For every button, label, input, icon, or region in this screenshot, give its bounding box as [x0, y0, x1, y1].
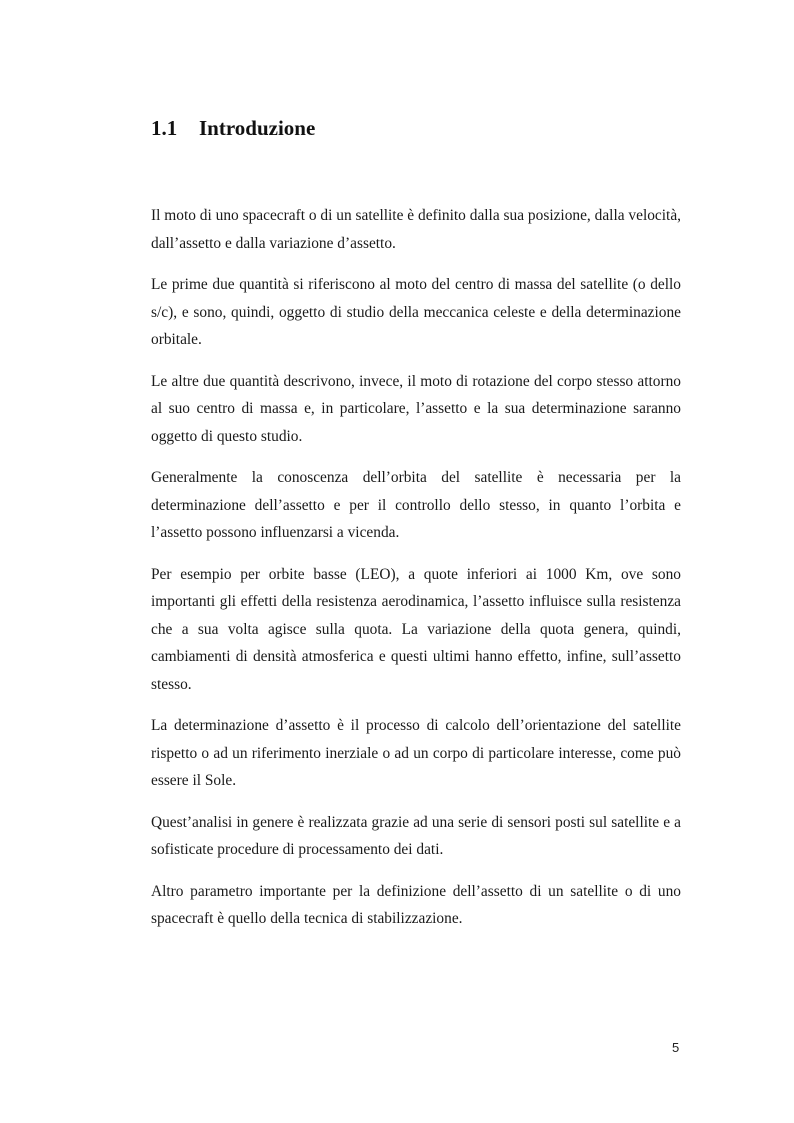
paragraph: Il moto di uno spacecraft o di un satellite è definito dalla sua posizione, dalla velocità, dall’assetto e dalla variazione d’assetto.: [151, 207, 681, 252]
paragraph: Le prime due quantità si riferiscono al moto del centro di massa del satellite (o dello s/c), e sono, quindi, oggetto di studio della meccanica celeste e della determinazione orbitale.: [151, 276, 681, 348]
page-number: 5: [672, 1040, 680, 1055]
section-title: Introduzione: [199, 116, 316, 140]
paragraph: Altro parametro importante per la definizione dell’assetto di un satellite o di uno spacecraft è quello della tecnica di stabilizzazione.: [151, 882, 681, 927]
body-text: [151, 202, 681, 947]
paragraph: Per esempio per orbite basse (LEO), a quote inferiori ai 1000 Km, ove sono importanti gli effetti della resistenza aerodinamica, l’assetto influisce sulla resistenza che a sua volta agisce sulla quota. La variazione della quota genera, quindi, cambiamenti di densità atmosferica e questi ultimi hanno effetto, infine, sull’assetto stesso.: [151, 565, 681, 693]
section-heading: [151, 114, 315, 142]
paragraph: La determinazione d’assetto è il processo di calcolo dell’orientazione del satellite rispetto o ad un riferimento inerziale o ad un corpo di particolare interesse, come può essere il Sole.: [151, 717, 681, 789]
section-number: 1.1: [151, 116, 178, 140]
paragraph: Generalmente la conoscenza dell’orbita del satellite è necessaria per la determinazione dell’assetto e per il controllo dello stesso, in quanto l’orbita e l’assetto possono influenzarsi a vicenda.: [151, 469, 681, 541]
paragraph: Le altre due quantità descrivono, invece, il moto di rotazione del corpo stesso attorno al suo centro di massa e, in particolare, l’assetto e la sua determinazione saranno oggetto di questo studio.: [151, 372, 681, 445]
paragraph: Quest’analisi in genere è realizzata grazie ad una serie di sensori posti sul satellite e a sofisticate procedure di processamento dei dati.: [151, 813, 681, 858]
